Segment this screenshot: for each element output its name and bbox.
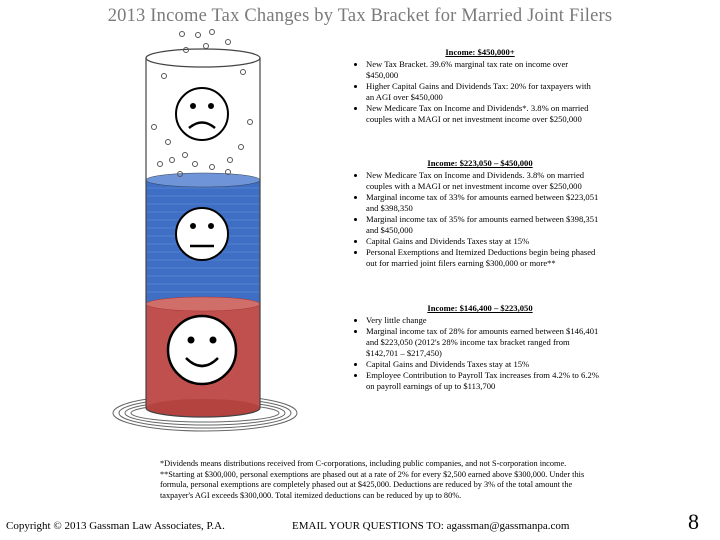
bracket-bullet: • Marginal income tax of 33% for amounts earned between $223,051 and $398,350 — [366, 192, 600, 214]
bracket-section-middle — [350, 158, 600, 269]
copyright-text: Copyright © 2013 Gassman Law Associates, P.A. — [6, 520, 225, 532]
contact-email-text: EMAIL YOUR QUESTIONS TO: agassman@gassmanpa.com — [292, 520, 570, 532]
footnotes — [160, 459, 600, 501]
bracket-bullet: • New Medicare Tax on Income and Dividends. 3.8% on married couples with a MAGI or net investment income over $250,000 — [366, 170, 600, 192]
page-title: 2013 Income Tax Changes by Tax Bracket for Married Joint Filers — [107, 6, 613, 26]
bracket-section-top — [350, 47, 600, 125]
bracket-bullet: • New Medicare Tax on Income and Dividends*. 3.8% on married couples with a MAGI or net investment income over $250,000 — [366, 103, 600, 125]
page-number: 8 — [688, 509, 699, 534]
bracket-heading: Income: $146,400 – $223,050 — [427, 303, 533, 313]
bracket-bullet: • Capital Gains and Dividends Taxes stay at 15% — [366, 359, 600, 370]
tax-cylinder-illustration — [110, 22, 340, 442]
bracket-bullet: • Employee Contribution to Payroll Tax increases from 4.2% to 6.2% on payroll earnings of up to $113,700 — [366, 370, 600, 392]
bracket-bullet: • Personal Exemptions and Itemized Deductions begin being phased out for married joint filers earning $300,000 or more** — [366, 247, 600, 269]
bracket-bullet: • New Tax Bracket. 39.6% marginal tax rate on income over $450,000 — [366, 59, 600, 81]
bracket-bullet: • Very little change — [366, 315, 600, 326]
bracket-heading: Income: $223,050 – $450,000 — [427, 158, 533, 168]
footnote-dividends: *Dividends means distributions received from C-corporations, including public companies, and not S-corporation income. — [160, 459, 567, 468]
bracket-bullet: • Marginal income tax of 28% for amounts earned between $146,401 and $223,050 (2012's 28% income tax bracket ranged from $142,701 – $217,450) — [366, 326, 600, 359]
bracket-section-bottom — [350, 303, 600, 392]
sad-face-icon — [176, 88, 228, 140]
neutral-face-icon — [176, 208, 228, 260]
bracket-bullet: • Capital Gains and Dividends Taxes stay at 15% — [366, 236, 600, 247]
happy-face-icon — [168, 316, 236, 384]
bracket-heading: Income: $450,000+ — [445, 47, 515, 57]
bracket-bullet: • Marginal income tax of 35% for amounts earned between $398,351 and $450,000 — [366, 214, 600, 236]
bracket-bullet: • Higher Capital Gains and Dividends Tax: 20% for taxpayers with an AGI over $450,000 — [366, 81, 600, 103]
footnote-phaseout: **Starting at $300,000, personal exemptions are phased out at a rate of 2% for every $2,500 earned above $300,000. Under this formula, personal exemptions are completely phased out at $425,000. Deductions are reduced by 3% of the total amount the taxpayer's AGI exceeds $300,000. Total itemized deductions can be reduced by up to 80%. — [160, 469, 585, 500]
